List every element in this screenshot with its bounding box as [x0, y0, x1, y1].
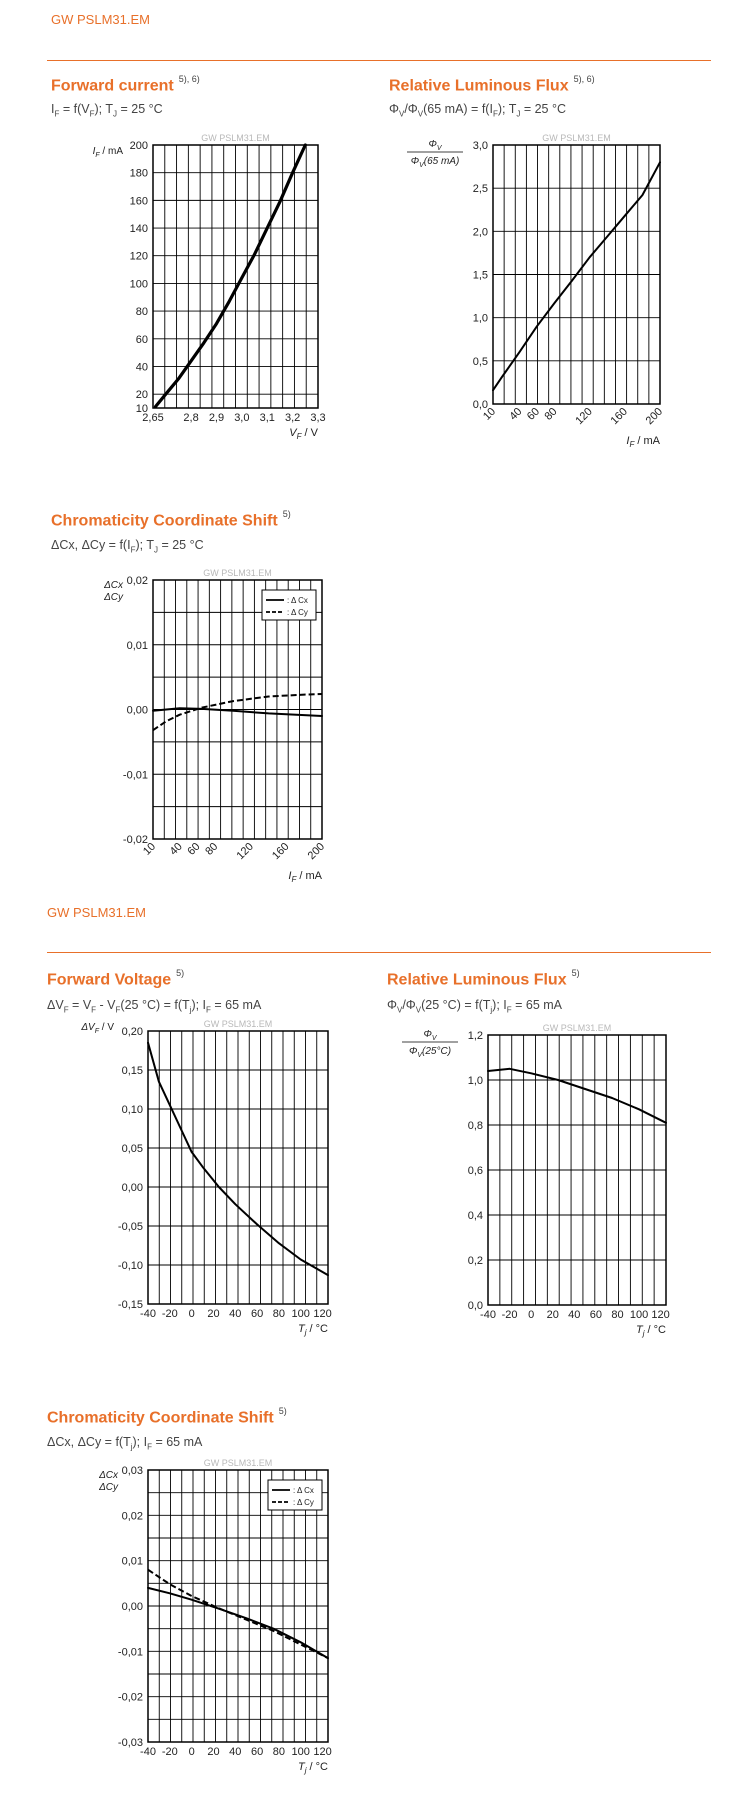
y-tick-label: 0,02	[121, 1510, 143, 1523]
y-axis-label-denominator: $\Phi_V(65$ mA)	[410, 156, 460, 169]
watermark-label: GW PSLM31.EM	[542, 1023, 612, 1033]
y-axis-label: $\Delta V_F$ / V	[81, 1022, 114, 1035]
y-tick-label: 180	[129, 167, 148, 180]
x-tick-label: 160	[270, 840, 292, 863]
x-tick-label: 10	[140, 840, 159, 858]
x-tick-label: -40	[140, 1308, 156, 1320]
chromaticity-shift-current-subtitle: ΔCx, $\Delta Cy = f(I_F)$; $T_J = 25$ °C	[51, 538, 204, 555]
watermark-label: GW PSLM31.EM	[203, 1019, 273, 1029]
x-tick-label: -40	[480, 1309, 496, 1321]
x-tick-label: 120	[313, 1746, 332, 1758]
y-tick-label: -0,01	[122, 769, 148, 782]
x-tick-label: 80	[542, 405, 560, 423]
x-tick-label: 3,0	[234, 412, 250, 424]
chromaticity-shift-temp-title: Chromaticity Coordinate Shift $^{5)}$	[47, 1406, 287, 1427]
relative-luminous-flux-current-subtitle: $\Phi_V/\Phi_V(65$ $mA) = f(I_F)$; $T_J = 25$ °C	[389, 102, 567, 119]
y-tick-label: 60	[135, 333, 148, 346]
y-tick-label: 0,4	[467, 1210, 483, 1222]
x-tick-label: 120	[651, 1309, 670, 1321]
x-tick-label: 20	[546, 1309, 559, 1321]
legend-label: : Δ Cy	[287, 608, 308, 617]
y-axis-label: ΔCy	[104, 592, 123, 603]
y-tick-label: 0,00	[121, 1601, 143, 1613]
y-tick-label: -0,02	[117, 1691, 143, 1704]
y-tick-label: 0,8	[467, 1120, 483, 1132]
y-tick-label: 200	[129, 140, 148, 152]
x-tick-label: 3,2	[284, 412, 301, 424]
y-tick-label: -0,03	[117, 1737, 143, 1749]
y-tick-label: 3,0	[472, 140, 488, 152]
x-tick-label: 120	[573, 405, 595, 428]
y-tick-label: 0,00	[121, 1182, 143, 1194]
x-tick-label: 60	[185, 840, 203, 858]
y-tick-label: 0,0	[467, 1300, 483, 1312]
y-axis-label: ΔCx	[99, 1470, 118, 1481]
y-tick-label: 2,0	[472, 226, 488, 239]
y-tick-label: 0,00	[126, 704, 148, 717]
y-tick-label: -0,10	[117, 1260, 143, 1272]
y-tick-label: 0,0	[472, 399, 488, 411]
x-tick-label: 80	[203, 840, 221, 858]
y-axis-label-denominator: $\Phi_V(25^\circ C)$	[408, 1046, 452, 1059]
y-tick-label: 100	[129, 278, 148, 291]
y-tick-label: 40	[135, 361, 148, 374]
x-tick-label: -20	[161, 1746, 178, 1758]
y-tick-label: 0,03	[121, 1465, 143, 1477]
x-tick-label: 3,1	[259, 412, 275, 424]
y-tick-label: 20	[135, 389, 148, 402]
y-tick-label: 0,5	[472, 355, 488, 368]
y-tick-label: -0,05	[117, 1221, 143, 1233]
y-tick-label: 1,5	[472, 269, 488, 282]
watermark-label: GW PSLM31.EM	[203, 1458, 273, 1468]
x-tick-label: 60	[250, 1308, 264, 1320]
x-tick-label: 100	[291, 1308, 310, 1320]
x-tick-label: 40	[507, 405, 525, 423]
y-tick-label: -0,02	[122, 834, 148, 846]
x-tick-label: 120	[234, 840, 256, 863]
x-tick-label: 120	[313, 1308, 332, 1320]
x-tick-label: 0	[188, 1746, 195, 1758]
y-tick-label: 0,01	[121, 1555, 143, 1568]
y-axis-label: $I_F$ / mA	[92, 146, 123, 159]
y-tick-label: 160	[129, 195, 148, 208]
x-axis-label: $T_j / ^\circ C$	[297, 1323, 328, 1337]
y-tick-label: 80	[135, 306, 148, 319]
y-tick-label: 0,2	[467, 1255, 483, 1267]
relative-luminous-flux-temp-title: Relative Luminous Flux $^{5)}$	[387, 968, 580, 989]
x-tick-label: 2,65	[142, 412, 164, 424]
x-tick-label: 2,9	[208, 412, 225, 424]
x-tick-label: 20	[207, 1746, 220, 1758]
x-axis-label: $I_F$ / mA	[288, 870, 322, 884]
x-tick-label: 60	[250, 1746, 264, 1758]
x-tick-label: 40	[568, 1309, 581, 1321]
x-tick-label: 200	[305, 840, 328, 863]
y-axis-label: ΔCx	[104, 580, 123, 591]
forward-voltage-title: Forward Voltage $^{5)}$	[47, 968, 185, 989]
y-tick-label: -0,15	[117, 1299, 143, 1311]
x-tick-label: 3,3	[310, 412, 326, 424]
watermark-label: GW PSLM31.EM	[542, 133, 611, 143]
x-tick-label: 100	[629, 1309, 649, 1321]
x-tick-label: 80	[272, 1308, 286, 1320]
legend-label: : Δ Cy	[293, 1498, 314, 1507]
x-tick-label: 40	[167, 840, 185, 858]
x-tick-label: 20	[207, 1308, 220, 1320]
x-tick-label: 60	[524, 405, 543, 423]
y-axis-label-numerator: $\Phi_V$	[423, 1029, 437, 1042]
x-tick-label: 160	[608, 405, 630, 428]
watermark-label: GW PSLM31.EM	[201, 133, 270, 143]
x-tick-label: 10	[480, 405, 499, 423]
y-axis-label-numerator: $\Phi_V$	[428, 139, 442, 152]
y-tick-label: 0,02	[126, 575, 148, 587]
x-tick-label: 80	[272, 1746, 286, 1758]
y-tick-label: 2,5	[472, 183, 488, 196]
y-tick-label: 1,0	[472, 312, 488, 325]
x-tick-label: 2,8	[183, 412, 199, 424]
y-tick-label: 10	[135, 403, 148, 415]
x-axis-label: $I_F$ / mA	[626, 435, 660, 449]
forward-voltage-subtitle: $\Delta V_F = V_F - V_F(25$ $^\circ C) = f(T_j)$; $I_F = 65$ mA	[47, 998, 262, 1015]
x-tick-label: 40	[229, 1308, 242, 1320]
y-tick-label: 0,15	[121, 1065, 143, 1077]
x-tick-label: -20	[501, 1309, 518, 1321]
y-tick-label: -0,01	[117, 1646, 143, 1659]
x-tick-label: -40	[140, 1746, 156, 1758]
chromaticity-shift-temp-subtitle: ΔCx, $\Delta Cy = f(T_j)$; $I_F = 65$ mA	[47, 1435, 203, 1452]
y-tick-label: 0,6	[467, 1165, 483, 1177]
x-tick-label: 40	[229, 1746, 242, 1758]
page-header-top: GW PSLM31.EM	[51, 12, 150, 27]
forward-current-subtitle: $I_F = f(V_F)$; $T_J = 25$ °C	[51, 102, 163, 119]
y-tick-label: 0,05	[121, 1143, 143, 1155]
relative-luminous-flux-current-title: Relative Luminous Flux $^{5), 6)}$	[389, 74, 595, 95]
x-tick-label: -20	[161, 1308, 178, 1320]
x-tick-label: 60	[589, 1309, 603, 1321]
y-tick-label: 0,10	[121, 1104, 143, 1116]
page-header-middle: GW PSLM31.EM	[47, 905, 146, 920]
chromaticity-shift-current-title: Chromaticity Coordinate Shift $^{5)}$	[51, 509, 291, 530]
x-axis-label: $T_j / ^\circ C$	[297, 1761, 328, 1775]
y-tick-label: 1,2	[467, 1030, 483, 1042]
y-tick-label: 0,01	[126, 639, 148, 652]
x-tick-label: 200	[643, 405, 666, 428]
y-axis-label: ΔCy	[99, 1482, 118, 1493]
y-tick-label: 0,20	[121, 1026, 143, 1038]
y-tick-label: 1,0	[467, 1075, 483, 1087]
x-tick-label: 0	[188, 1308, 195, 1320]
x-axis-label: $V_F$ / V	[289, 427, 318, 441]
x-axis-label: $T_j / ^\circ C$	[635, 1324, 666, 1338]
x-tick-label: 80	[611, 1309, 624, 1321]
y-tick-label: 120	[129, 250, 148, 263]
forward-current-title: Forward current $^{5), 6)}$	[51, 74, 200, 95]
legend-label: : Δ Cx	[287, 596, 308, 605]
x-tick-label: 100	[291, 1746, 310, 1758]
legend-label: : Δ Cx	[293, 1486, 314, 1495]
relative-luminous-flux-temp-subtitle: $\Phi_V/\Phi_V(25$ $^\circ C) = f(T_j)$; $I_F = 65$ mA	[387, 998, 563, 1015]
x-tick-label: 0	[528, 1309, 535, 1321]
y-tick-label: 140	[129, 223, 148, 236]
watermark-label: GW PSLM31.EM	[203, 568, 272, 578]
